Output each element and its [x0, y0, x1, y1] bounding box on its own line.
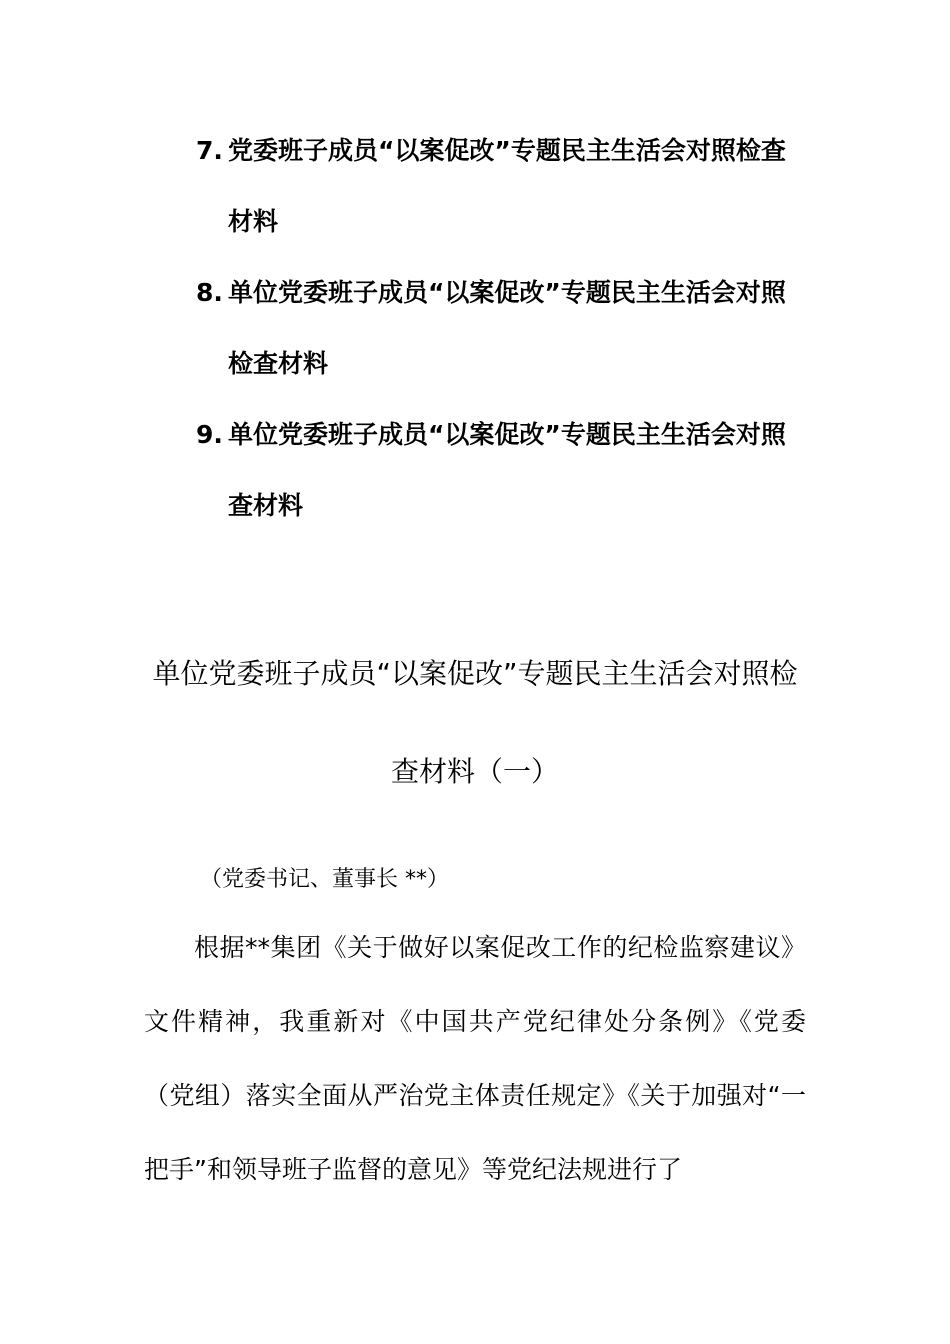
body-paragraph: 根据**集团《关于做好以案促改工作的纪检监察建议》文件精神，我重新对《中国共产党纪律处分条例》《党委（党组）落实全面从严治党主体责任规定》《关于加强对“一把手”和领导班子监督的意见》等党纪法规进行了	[144, 933, 806, 1184]
toc-item-text: 党委班子成员“以案促改”专题民主生活会对照检查材料	[228, 136, 786, 236]
toc-item-7	[196, 115, 816, 257]
toc-item-9	[196, 399, 816, 541]
author-note: （党委书记、董事长 **）	[200, 867, 449, 892]
toc-item-number: 9.	[196, 420, 223, 449]
toc-item-8	[196, 257, 816, 399]
toc-item-text: 单位党委班子成员“以案促改”专题民主生活会对照检查材料	[228, 278, 786, 378]
document-title: 单位党委班子成员“以案促改”专题民主生活会对照检查材料（一）	[152, 657, 798, 788]
toc-item-text: 单位党委班子成员“以案促改”专题民主生活会对照查材料	[228, 420, 786, 520]
toc-item-number: 8.	[196, 278, 223, 307]
toc-item-number: 7.	[196, 136, 223, 165]
